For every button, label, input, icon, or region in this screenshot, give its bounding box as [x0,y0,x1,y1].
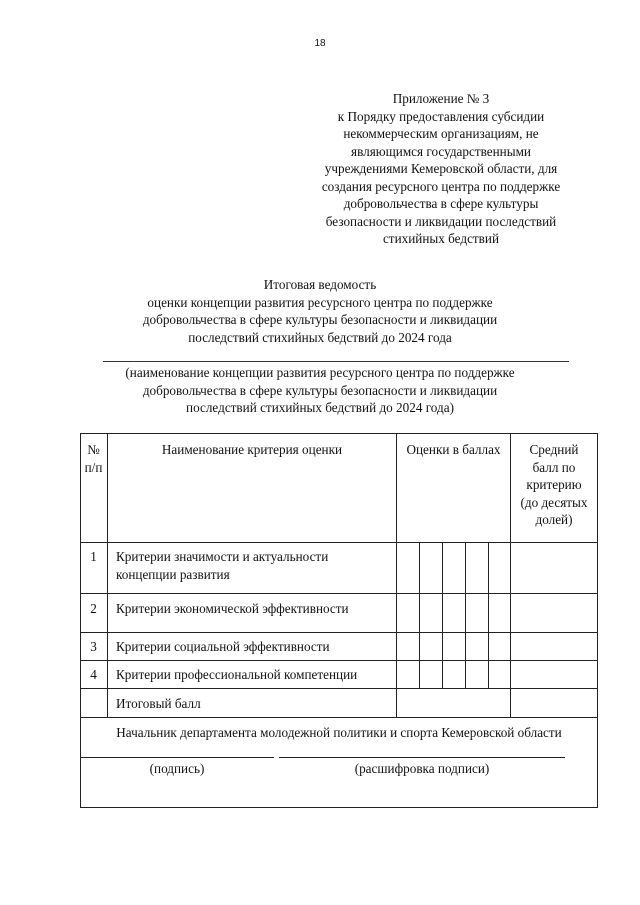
row-number: 1 [90,549,97,564]
row-criterion-line: Критерии значимости и актуальности [116,549,329,564]
appendix-line: добровольчества в сфере культуры [343,196,539,211]
table-row-divider [80,542,598,543]
document-title [80,276,560,346]
row-number: 3 [90,639,97,654]
table-col-divider [107,433,108,718]
header-average-line: балл по [532,459,576,475]
header-average-line: (до десятых [520,494,588,510]
title-line: оценки концепции развития ресурсного центра по поддержке [147,294,493,310]
header-criterion: Наименование критерия оценки [161,442,343,457]
row-criterion-line: концепции развития [116,566,230,582]
appendix-line: являющимся государственными [351,143,531,159]
appendix-line: учреждениями Кемеровской области, для [324,161,558,176]
decoding-caption: (расшифровка подписи) [354,761,490,776]
header-num-line: п/п [84,459,103,475]
header-average-line: критерию [526,477,582,492]
evaluation-table [80,433,598,808]
score-col-divider [442,542,443,688]
caption-line: добровольчества в сфере культуры безопасности и ликвидации [142,382,498,398]
head-of-department: Начальник департамента молодежной политики и спорта Кемеровской области [116,725,562,740]
score-col-divider [419,542,420,688]
table-row-divider [80,593,598,594]
table-row-divider [80,660,598,661]
appendix-line: создания ресурсного центра по поддержке [321,178,561,194]
score-col-divider [465,542,466,688]
table-border-left [80,433,81,808]
appendix-line: стихийных бедствий [382,231,500,246]
table-row-divider [80,717,598,718]
caption-line: (наименование концепции развития ресурсного центра по поддержке [125,365,515,380]
header-average-line: долей) [535,512,573,527]
appendix-line: некоммерческим организациям, не [343,126,539,141]
score-col-divider [488,542,489,688]
title-line: последствий стихийных бедствий до 2024 года [188,329,452,345]
row-number: 4 [90,667,97,682]
table-border-right [597,433,598,808]
table-col-divider [396,433,397,718]
row-criterion: Критерии экономической эффективности [116,601,349,616]
appendix-line: безопасности и ликвидации последствий [325,213,557,229]
header-average [511,441,597,529]
table-border-bottom [80,807,598,808]
signature-caption: (подпись) [149,761,205,776]
appendix-header [296,90,586,248]
signature-line [80,757,274,758]
row-criterion: Критерии профессиональной компетенции [116,667,358,682]
total-score-label: Итоговый балл [116,696,201,711]
concept-name-caption [80,364,560,417]
header-scores: Оценки в баллах [406,442,501,457]
title-line: добровольчества в сфере культуры безопасности и ликвидации [142,312,498,328]
table-row-divider [80,688,598,689]
row-criterion: Критерии социальной эффективности [116,639,330,654]
table-border-top [80,433,598,434]
title-line: Итоговая ведомость [263,277,377,292]
table-row-divider [80,632,598,633]
decoding-line [279,757,565,758]
appendix-line: к Порядку предоставления субсидии [337,108,545,124]
header-num [80,441,107,476]
appendix-line: Приложение № 3 [392,91,490,106]
header-num-line: № [87,442,100,457]
concept-name-blank-line [103,361,569,362]
row-number: 2 [90,601,97,616]
page-number: 18 [314,38,326,49]
caption-line: последствий стихийных бедствий до 2024 года) [186,400,454,416]
header-average-line: Средний [529,442,579,457]
row-criterion [116,548,396,583]
